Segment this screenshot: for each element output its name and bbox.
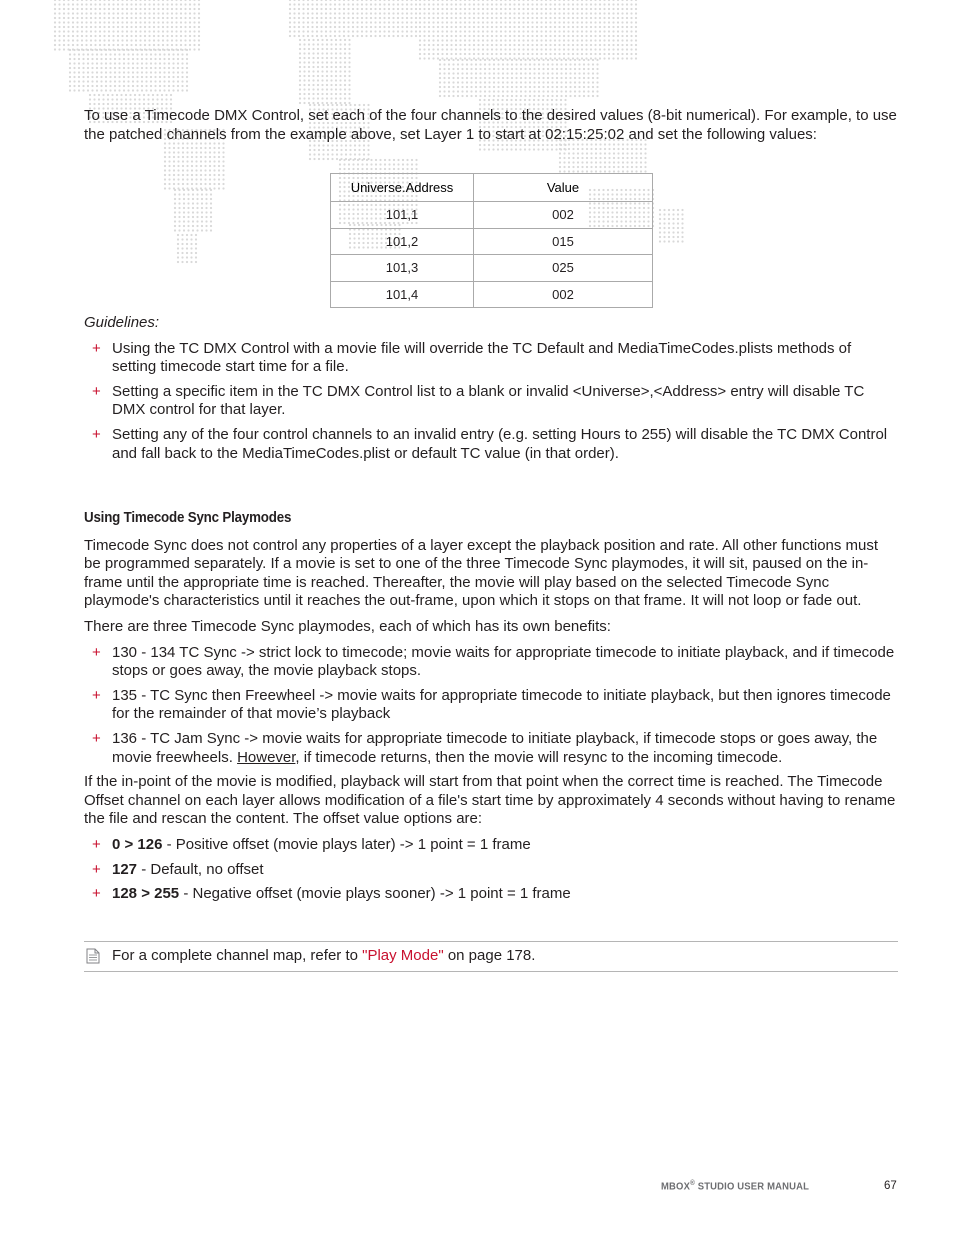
table-row — [331, 281, 653, 308]
table-row — [331, 255, 653, 282]
section-heading: Using Timecode Sync Playmodes — [84, 510, 292, 526]
timecode-values-table — [330, 173, 653, 308]
plus-bullet-icon: + — [92, 425, 101, 443]
cell-value: 002 — [474, 281, 653, 308]
guidelines-label: Guidelines: — [84, 314, 160, 331]
mode-number: 130 - 134 — [112, 643, 176, 661]
header-value: Value — [474, 174, 653, 202]
cell-value: 002 — [474, 202, 653, 229]
intro-paragraph: To use a Timecode DMX Control, set each of the four channels to the desired values (8-bit numerical). For example, to use the patched channels from the example above, set Layer 1 to start at 02:15:25:02 and set the following values: — [84, 107, 897, 143]
table-row — [331, 228, 653, 255]
list-item: + 0 > 126 - Positive offset (movie plays later) -> 1 point = 1 frame — [92, 835, 531, 853]
offset-range: 0 > 126 — [112, 835, 163, 853]
list-item: + Setting a specific item in the TC DMX Control list to a blank or invalid <Universe>,<Address> entry will disable TC DMX control for that layer. — [92, 382, 865, 419]
play-mode-link[interactable]: "Play Mode" — [362, 947, 444, 964]
table-row — [331, 202, 653, 229]
note-icon — [86, 948, 100, 964]
cell-value: 025 — [474, 255, 653, 282]
list-item: + Using the TC DMX Control with a movie file will override the TC Default and MediaTimeCodes.plists methods of setting timecode start time for a file. — [92, 339, 852, 376]
offset-list — [84, 836, 898, 904]
plus-bullet-icon: + — [92, 643, 101, 661]
timecode-sync-section — [84, 509, 898, 910]
plus-bullet-icon: + — [92, 835, 101, 853]
table-header-row — [331, 174, 653, 202]
cell-address: 101,1 — [331, 202, 474, 229]
section-paragraph-3: If the in-point of the movie is modified, playback will start from that point when the correct time is reached. The Timecode Offset channel on each layer allows modification of a file's start time by approximately 4 seconds without having to rename the file and rescan the content. The offset value options are: — [84, 773, 896, 828]
list-item: + 127 - Default, no offset — [92, 860, 264, 878]
mode-number: 136 — [112, 729, 138, 747]
plus-bullet-icon: + — [92, 382, 101, 400]
list-item: + Setting any of the four control channels to an invalid entry (e.g. setting Hours to 255) will disable the TC DMX Control and fall back to the MediaTimeCodes.plist or default TC value (in that order). — [92, 425, 888, 462]
header-universe-address: Universe.Address — [331, 174, 474, 202]
plus-bullet-icon: + — [92, 729, 101, 747]
offset-range: 128 > 255 — [112, 885, 180, 903]
mode-number: 135 — [112, 686, 138, 704]
plus-bullet-icon: + — [92, 686, 101, 704]
cell-value: 015 — [474, 228, 653, 255]
page-number: 67 — [884, 1180, 897, 1192]
cell-address: 101,2 — [331, 228, 474, 255]
playmodes-list — [84, 644, 898, 768]
cell-address: 101,3 — [331, 255, 474, 282]
plus-bullet-icon: + — [92, 885, 101, 903]
guidelines-section — [84, 314, 898, 469]
list-item: + 136 - TC Jam Sync -> movie waits for appropriate timecode to initiate playback, if timecode stops or goes away, the movie freewheels. However, if timecode returns, then the movie will resync to the incoming timecode. — [92, 729, 878, 766]
intro-section — [84, 107, 898, 151]
underlined-word: However — [237, 748, 296, 766]
list-item: + 130 - 134 TC Sync -> strict lock to timecode; movie waits for appropriate timecode to initiate playback, and if timecode stops or goes away, the movie playback stops. — [92, 643, 895, 680]
cell-address: 101,4 — [331, 281, 474, 308]
footer-manual-title: MBOX® STUDIO USER MANUAL — [661, 1180, 810, 1193]
offset-range: 127 — [112, 860, 138, 878]
plus-bullet-icon: + — [92, 860, 101, 878]
section-paragraph-2: There are three Timecode Sync playmodes, each of which has its own benefits: — [84, 617, 611, 635]
plus-bullet-icon: + — [92, 339, 101, 357]
section-paragraph-1: Timecode Sync does not control any properties of a layer except the playback position and rate. All other functions must be programmed separately. If a movie is set to one of the three Timecode Sync playmodes, it will sit, paused on the in-frame until the appropriate time is reached. Thereafter, the movie will play based on the selected Timecode Sync playmode's characteristics until it reaches the out-frame, upon which it stops on that frame. It will not loop or fade out. — [84, 536, 879, 610]
list-item: + 128 > 255 - Negative offset (movie plays sooner) -> 1 point = 1 frame — [92, 885, 571, 903]
note-text: For a complete channel map, refer to "Play Mode" on page 178. — [112, 947, 536, 964]
list-item: + 135 - TC Sync then Freewheel -> movie waits for appropriate timecode to initiate playback, but then ignores timecode for the remainder of that movie’s playback — [92, 686, 891, 723]
note-box — [84, 941, 898, 972]
guidelines-list — [84, 340, 898, 464]
